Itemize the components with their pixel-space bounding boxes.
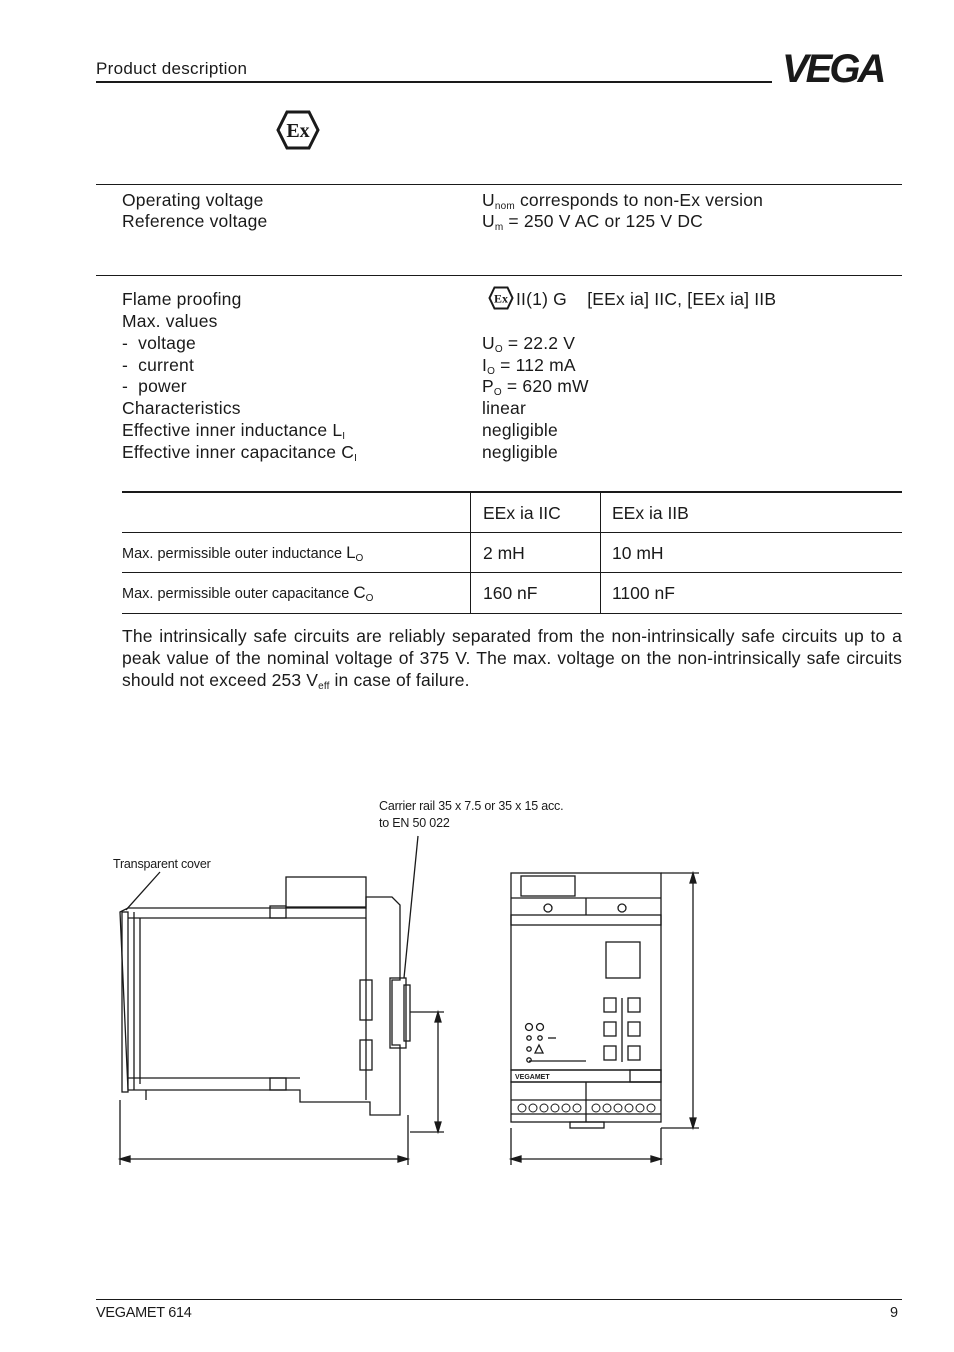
flame-proofing-label: Flame proofing [122,289,242,309]
svg-text:Ex: Ex [493,291,509,306]
reference-voltage-label: Reference voltage [122,211,268,231]
table-header-iic: EEx ia IIC [483,503,561,523]
table-row: Max. permissible outer inductance $L_O$ [122,543,364,564]
max-values-label: Max. values [122,311,218,331]
footer-rule [96,1299,902,1300]
power-value: $P_O = 620$ mW [482,376,589,398]
voltage-label: - voltage [122,333,196,353]
rail-note-line2: to EN 50 022 [379,816,450,830]
reference-voltage-value: $U_m = 250$ V AC or 125 V DC [482,211,704,233]
table-cell: 160 nF [483,583,538,603]
characteristics-label: Characteristics [122,398,241,418]
operating-voltage-label: Operating voltage [122,190,264,210]
power-label: - power [122,376,187,396]
page-number: 9 [890,1305,899,1321]
voltage-value: $U_O = 22.2$ V [482,333,576,355]
table-cell: 1100 nF [612,583,675,603]
table-header-iib: EEx ia IIB [612,503,689,523]
device-label: VEGAMET [515,1074,550,1081]
inner-inductance-value: negligible [482,420,558,440]
footer-doc-name: VEGAMET 614 [96,1305,192,1321]
characteristics-value: linear [482,398,527,418]
svg-text:VEGA: VEGA [782,50,884,84]
table-cell: 2 mH [483,543,525,563]
flame-proofing-value: II(1) G [EEx ia] IIC, [EEx ia] IIB [516,289,777,309]
current-label: - current [122,355,195,375]
inner-inductance-label: Effective inner inductance $L_I$ [122,420,346,442]
current-value: $I_O = 112$ mA [482,355,576,377]
table-cell: 10 mH [612,543,664,563]
inner-capacitance-label: Effective inner capacitance $C_I$ [122,442,358,464]
table-row: Max. permissible outer capacitance $C_O$ [122,583,374,604]
operating-voltage-value: $U_{nom}$ corresponds to non-Ex version [482,190,764,212]
rail-note-line1: Carrier rail 35 x 7.5 or 35 x 15 acc. [379,799,564,813]
svg-text:Ex: Ex [286,120,310,142]
section-title: Product description [96,59,248,78]
isolation-paragraph: The intrinsically safe circuits are reliably separated from the non-intrinsically safe circuits up to a peak value of the nominal voltage of 375 V. The max. voltage on the non-intrinsically safe circuits should not exceed 253 $V_{eff}$ in case of failure. [122,626,902,692]
cover-note: Transparent cover [113,857,211,871]
inner-capacitance-value: negligible [482,442,558,462]
